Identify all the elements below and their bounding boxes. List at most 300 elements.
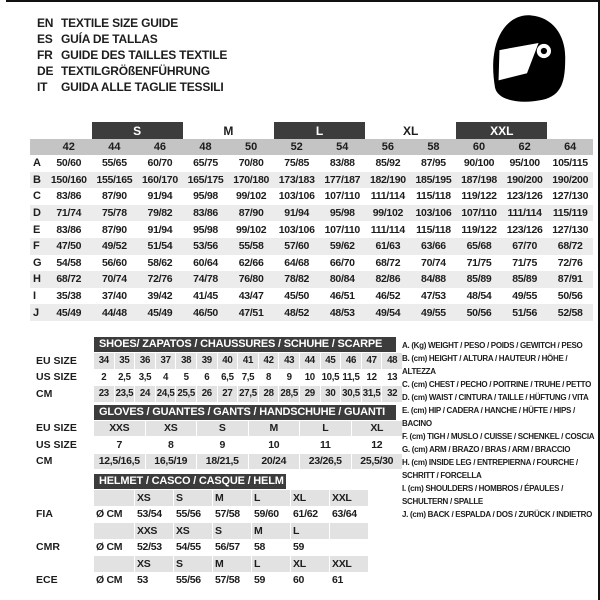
helmet-size-cell: L <box>252 556 290 572</box>
column-header: 56 <box>381 141 394 153</box>
legend-item: F. (cm) TIGH / MUSLO / CUISSE / SCHENKEL / COSCIA <box>402 432 595 441</box>
measure-value: 187/198 <box>461 173 497 186</box>
gloves-table <box>36 421 402 470</box>
language-code: EN <box>37 16 54 30</box>
measure-value: 70/74 <box>421 256 446 269</box>
gloves-value: 16,5/19 <box>146 454 197 470</box>
row-letter: D <box>33 207 41 220</box>
helmet-size-cell: XL <box>291 556 329 572</box>
gloves-value: L <box>300 421 351 437</box>
row-letter: G <box>33 256 42 269</box>
measure-value: 91/94 <box>147 223 173 236</box>
shoes-table-title: SHOES/ ZAPATOS / CHAUSSURES / SCHUHE / SCARPE <box>94 337 396 352</box>
shoes-value: 48 <box>382 353 402 369</box>
helmet-size-header-row-fia <box>36 490 402 506</box>
measure-value: 99/102 <box>235 223 267 236</box>
legend-item: D. (cm) WAIST / CINTURA / TAILLE / HÜFTUNG / VITA <box>402 393 589 402</box>
legend-item: G. (cm) ARM / BRAZO / BRAS / ARM / BRACCIO <box>402 445 571 454</box>
gloves-value: 18/21,5 <box>197 454 248 470</box>
measure-value: 49/55 <box>512 290 537 303</box>
column-header: 44 <box>108 141 121 153</box>
helmet-size-cell: XL <box>291 490 329 506</box>
measure-value: 51/56 <box>512 306 537 319</box>
gloves-value: 10 <box>268 438 280 451</box>
column-header: 46 <box>153 141 167 153</box>
helmet-value: 53 <box>137 574 149 587</box>
shoes-value: 30 <box>321 386 341 402</box>
helmet-size-cell: XS <box>135 490 173 506</box>
measure-value: 48/54 <box>466 290 492 303</box>
shoes-value: 43 <box>279 353 299 369</box>
measure-value: 91/94 <box>147 190 173 203</box>
measure-value: 49/55 <box>421 306 446 319</box>
measure-value: 62/66 <box>238 256 264 269</box>
measure-value: 74/78 <box>193 273 218 286</box>
helmet-size-cell: XXL <box>330 490 368 506</box>
measure-value: 71/74 <box>56 207 82 220</box>
measure-value: 65/75 <box>193 157 218 170</box>
legend-item: I. (cm) SHOULDERS / HOMBROS / ÉPAULES / SCHULTERN / SPALLE <box>402 484 564 506</box>
gloves-value: 11 <box>320 438 331 451</box>
measure-value: 83/88 <box>329 157 355 170</box>
language-row <box>37 15 227 31</box>
legend-item: J. (cm) BACK / ESPALDA / DOS / ZURÜCK / INDIETRO <box>402 510 593 519</box>
size-group-header-row <box>30 122 593 139</box>
gloves-value: XL <box>352 421 403 437</box>
helmet-size-cell <box>94 523 134 539</box>
row-label: US SIZE <box>36 438 77 451</box>
measure-value: 75/85 <box>284 157 310 170</box>
legend-item: H. (cm) INSIDE LEG / ENTREPIERNA / FOURCHE / SCHRITT / FORCELLA <box>402 458 578 480</box>
helmet-size-cell: XXL <box>330 556 368 572</box>
shoes-value: 40 <box>218 353 238 369</box>
helmet-value: 59 <box>254 574 266 587</box>
shoes-value: 41 <box>238 353 258 369</box>
measure-value: 84/88 <box>421 273 446 286</box>
accessory-tables <box>36 337 402 588</box>
measure-value: 85/92 <box>375 157 401 170</box>
shoes-value: 44 <box>300 353 320 369</box>
measurement-rows <box>30 155 593 321</box>
shoes-value: 32 <box>382 386 402 402</box>
measure-row-b <box>30 172 593 189</box>
measure-value: 49/54 <box>375 306 401 319</box>
measure-row-e <box>30 221 593 238</box>
shoes-value: 11,5 <box>342 371 360 383</box>
helmet-size-cell: L <box>252 490 290 506</box>
helmet-value: 61/62 <box>293 508 318 521</box>
helmet-value: 57/58 <box>215 508 240 521</box>
gloves-value: 20/24 <box>249 454 300 470</box>
row-label: CM <box>36 455 53 468</box>
language-row <box>37 31 227 47</box>
gloves-table-title: GLOVES / GUANTES / GANTS / HANDSCHUHE / GUANTI <box>94 405 396 420</box>
shoes-value: 12 <box>366 371 377 383</box>
measure-value: 56/60 <box>101 256 127 269</box>
measure-value: 59/62 <box>329 240 355 253</box>
measure-value: 53/56 <box>193 240 218 253</box>
row-label: CM <box>36 387 53 400</box>
measure-value: 170/180 <box>233 173 270 186</box>
helmet-value: 59 <box>293 541 305 554</box>
measure-value: 47/50 <box>56 240 82 253</box>
column-header: 50 <box>244 141 258 153</box>
measure-value: 83/86 <box>56 223 82 236</box>
legend-item: B. (cm) HEIGHT / ALTURA / HAUTEUR / HÖHE / ALTEZZA <box>402 354 568 376</box>
measure-value: 66/70 <box>329 256 355 269</box>
measure-value: 37/40 <box>101 290 127 303</box>
measure-value: 47/53 <box>421 290 446 303</box>
measure-value: 115/118 <box>416 223 451 236</box>
language-code: DE <box>37 64 54 78</box>
helmet-size-cell: S <box>213 523 251 539</box>
title-language-list <box>37 15 227 95</box>
measure-value: 55/65 <box>101 157 127 170</box>
shoes-value: 10,5 <box>321 371 340 383</box>
guide-title: GUIDE DES TAILLES TEXTILE <box>61 48 228 62</box>
gloves-value: 9 <box>219 438 226 451</box>
helmet-size-cell: S <box>174 556 212 572</box>
helmet-value-row-cmr <box>36 540 402 556</box>
measure-value: 51/54 <box>147 240 173 253</box>
helmet-value: 61 <box>332 574 344 587</box>
measure-value: 75/78 <box>101 207 127 220</box>
textile-size-table <box>30 122 593 321</box>
measure-value: 87/95 <box>421 157 446 170</box>
measure-value: 95/98 <box>329 207 355 220</box>
shoes-value: 45 <box>321 353 341 369</box>
gloves-row-us-size <box>36 437 402 453</box>
row-label: EU SIZE <box>36 354 77 367</box>
frame-border-top <box>6 0 600 2</box>
gloves-value: XXS <box>94 421 145 437</box>
row-label: FIA <box>36 508 53 521</box>
row-label: ECE <box>36 574 58 587</box>
helmet-size-header-row-cmr <box>36 523 402 539</box>
language-row <box>37 47 227 63</box>
measure-value: 123/126 <box>506 223 543 236</box>
measure-value: 50/56 <box>466 306 492 319</box>
measure-value: 64/68 <box>284 256 310 269</box>
helmet-size-cell <box>330 523 368 539</box>
measure-value: 87/90 <box>101 190 127 203</box>
diameter-label: Ø CM <box>96 508 123 521</box>
measure-row-c <box>30 188 593 205</box>
shoes-value: 37 <box>156 353 176 369</box>
language-row <box>37 79 227 95</box>
measure-value: 48/53 <box>329 306 355 319</box>
legend-item: A. (Kg) WEIGHT / PESO / POIDS / GEWITCH / PESO <box>402 341 583 350</box>
measure-value: 55/58 <box>238 240 264 253</box>
helmet-value: 57/58 <box>215 574 240 587</box>
guide-title: GUIDA ALLE TAGLIE TESSILI <box>61 80 224 94</box>
measure-value: 78/82 <box>284 273 310 286</box>
helmet-size-header-row-ece <box>36 556 402 572</box>
shoes-value: 5 <box>183 371 189 383</box>
measure-value: 83/86 <box>56 190 82 203</box>
measure-row-g <box>30 255 593 272</box>
size-group-m: M <box>223 123 234 138</box>
column-header: 52 <box>290 141 303 153</box>
measure-value: 105/115 <box>552 157 588 170</box>
measure-value: 50/56 <box>557 290 583 303</box>
shoes-value: 25,5 <box>176 386 196 402</box>
shoes-value: 34 <box>94 353 114 369</box>
size-group-s: S <box>92 122 183 139</box>
shoes-value: 28,5 <box>279 386 299 402</box>
helmet-value: 58 <box>254 541 266 554</box>
shoes-value: 46 <box>341 353 361 369</box>
helmet-size-cell: L <box>291 523 329 539</box>
measure-value: 68/72 <box>56 273 82 286</box>
measure-row-f <box>30 238 593 255</box>
shoes-value: 26 <box>197 386 217 402</box>
gloves-value: 7 <box>116 438 123 451</box>
measure-value: 60/64 <box>193 256 218 269</box>
measure-value: 44/48 <box>101 306 127 319</box>
measure-value: 72/76 <box>147 273 173 286</box>
shoes-value: 6 <box>204 371 210 383</box>
measure-value: 48/52 <box>284 306 310 319</box>
shoes-value: 42 <box>259 353 279 369</box>
shoes-value: 10 <box>304 371 315 383</box>
helmet-value: 53/54 <box>137 508 162 521</box>
helmet-size-cell: M <box>213 556 251 572</box>
helmet-value: 52/53 <box>137 541 162 554</box>
diameter-label: Ø CM <box>96 541 123 554</box>
shoes-value: 13 <box>387 371 398 383</box>
measure-value: 103/106 <box>278 223 315 236</box>
gloves-row-eu-size <box>36 421 402 437</box>
measure-value: 111/114 <box>370 190 405 203</box>
measure-value: 85/89 <box>466 273 492 286</box>
shoes-value: 24,5 <box>156 386 176 402</box>
diameter-label: Ø CM <box>96 574 123 587</box>
shoes-value: 4 <box>163 371 169 383</box>
helmet-table <box>36 490 402 588</box>
measure-value: 127/130 <box>552 223 589 236</box>
size-group-xl: XL <box>402 123 419 138</box>
gloves-value: 12 <box>371 438 383 451</box>
measure-value: 79/82 <box>147 207 173 220</box>
shoes-value: 36 <box>135 353 155 369</box>
shoes-value: 24 <box>135 386 155 402</box>
row-letter: E <box>33 223 41 236</box>
shoes-value: 2 <box>101 371 107 383</box>
measure-value: 99/102 <box>235 190 267 203</box>
measure-value: 72/76 <box>557 256 583 269</box>
gloves-value: S <box>197 421 248 437</box>
shoes-value: 27,5 <box>238 386 258 402</box>
measure-value: 119/122 <box>461 223 497 236</box>
guide-title: TEXTILGRÖßENFÜHRUNG <box>61 64 210 78</box>
gloves-value: 23/26,5 <box>300 454 351 470</box>
measure-value: 177/187 <box>324 173 361 186</box>
helmet-value <box>330 540 368 556</box>
shoes-value: 28 <box>259 386 279 402</box>
measure-value: 99/102 <box>372 207 404 220</box>
measure-row-a <box>30 155 593 172</box>
measure-value: 35/38 <box>56 290 82 303</box>
measure-value: 82/86 <box>375 273 401 286</box>
measure-row-h <box>30 271 593 288</box>
shoes-value: 23,5 <box>115 386 135 402</box>
shoes-value: 39 <box>197 353 217 369</box>
gloves-value: XS <box>146 421 197 437</box>
shoes-value: 30,5 <box>341 386 361 402</box>
measure-value: 111/114 <box>370 223 405 236</box>
column-header: 60 <box>472 141 486 153</box>
helmet-size-cell: M <box>213 490 251 506</box>
measure-value: 107/110 <box>461 207 497 220</box>
helmet-value: 55/56 <box>176 574 201 587</box>
row-letter: A <box>33 157 41 170</box>
measure-value: 83/86 <box>193 207 218 220</box>
shoes-value: 27 <box>218 386 238 402</box>
column-header: 64 <box>564 141 577 153</box>
helmet-size-cell <box>94 556 134 572</box>
measure-value: 182/190 <box>369 173 406 186</box>
measure-value: 47/51 <box>238 306 264 319</box>
measure-value: 65/68 <box>466 240 492 253</box>
measure-value: 85/89 <box>512 273 537 286</box>
measure-value: 115/118 <box>416 190 451 203</box>
helmet-value: 63/64 <box>332 508 357 521</box>
row-letter: H <box>33 273 41 286</box>
measure-value: 160/170 <box>142 173 178 186</box>
measure-value: 190/200 <box>552 173 589 186</box>
shoes-value: 9 <box>286 371 292 383</box>
measure-value: 68/72 <box>375 256 401 269</box>
legend-item: C. (cm) CHEST / PECHO / POITRINE / TRUHE / PETTO <box>402 380 592 389</box>
measurement-legend <box>402 339 599 521</box>
column-header: 58 <box>427 141 440 153</box>
row-letter: I <box>33 290 37 303</box>
gloves-row-cm <box>36 454 402 470</box>
measure-value: 103/106 <box>278 190 315 203</box>
helmet-value-row-ece <box>36 573 402 589</box>
measure-value: 46/51 <box>329 290 355 303</box>
measure-value: 41/45 <box>193 290 218 303</box>
column-header: 54 <box>336 141 349 153</box>
helmet-size-cell <box>94 490 134 506</box>
legend-item: E. (cm) HIP / CADERA / HANCHE / HÜFTE / HIPS / BACINO <box>402 406 575 428</box>
measure-value: 39/42 <box>147 290 173 303</box>
measure-value: 95/100 <box>509 157 540 170</box>
measure-value: 190/200 <box>506 173 543 186</box>
measure-value: 49/52 <box>101 240 127 253</box>
row-label: EU SIZE <box>36 422 77 435</box>
measure-value: 71/75 <box>512 256 537 269</box>
measure-value: 68/72 <box>557 240 583 253</box>
measure-value: 115/119 <box>552 207 588 220</box>
measure-value: 119/122 <box>461 190 497 203</box>
measure-value: 127/130 <box>552 190 589 203</box>
measure-row-j <box>30 304 593 321</box>
measure-value: 165/175 <box>187 173 224 186</box>
column-header: 42 <box>62 141 75 153</box>
measure-value: 54/58 <box>56 256 82 269</box>
measure-value: 45/49 <box>56 306 82 319</box>
row-label: CMR <box>36 541 60 554</box>
measure-value: 80/84 <box>329 273 355 286</box>
measure-value: 43/47 <box>238 290 264 303</box>
measure-value: 107/110 <box>324 190 360 203</box>
helmet-value: 59/60 <box>254 508 279 521</box>
row-label: US SIZE <box>36 371 77 384</box>
language-code: IT <box>37 80 48 94</box>
language-code: ES <box>37 32 53 46</box>
measure-value: 95/98 <box>193 223 218 236</box>
measure-value: 123/126 <box>506 190 543 203</box>
measure-value: 57/60 <box>284 240 310 253</box>
shoes-value: 31,5 <box>362 386 382 402</box>
size-group-l: L <box>274 122 365 139</box>
gloves-value: 12,5/16,5 <box>94 454 145 470</box>
shoes-row-cm <box>36 386 402 402</box>
gloves-value: 8 <box>167 438 174 451</box>
measure-value: 103/106 <box>415 207 452 220</box>
measure-value: 95/98 <box>193 190 218 203</box>
measure-value: 87/91 <box>557 273 583 286</box>
measure-value: 111/114 <box>507 207 542 220</box>
helmet-value: 54/55 <box>176 541 201 554</box>
column-header: 62 <box>518 141 531 153</box>
shoes-value: 8 <box>266 371 272 383</box>
row-letter: J <box>33 306 40 319</box>
measure-value: 46/52 <box>375 290 401 303</box>
shoes-value: 35 <box>115 353 135 369</box>
measure-value: 90/100 <box>463 157 495 170</box>
shoes-value: 3,5 <box>138 371 152 383</box>
shoes-value: 6,5 <box>221 371 234 383</box>
row-letter: F <box>33 240 40 253</box>
measure-value: 173/183 <box>278 173 315 186</box>
measure-value: 87/90 <box>101 223 127 236</box>
helmet-size-cell: XS <box>135 556 173 572</box>
measure-value: 155/165 <box>96 173 133 186</box>
helmet-icon <box>487 14 567 104</box>
shoes-value: 47 <box>362 353 382 369</box>
helmet-value: 60 <box>293 574 305 587</box>
helmet-value: 56/57 <box>215 541 240 554</box>
measure-value: 91/94 <box>284 207 310 220</box>
measure-value: 50/60 <box>56 157 82 170</box>
measure-value: 87/90 <box>238 207 264 220</box>
measure-value: 67/70 <box>512 240 537 253</box>
guide-title: TEXTILE SIZE GUIDE <box>61 16 179 30</box>
numeric-size-header-row <box>30 139 593 155</box>
helmet-size-cell: M <box>252 523 290 539</box>
gloves-value: 25,5/30 <box>352 454 403 470</box>
row-letter: B <box>33 173 41 186</box>
helmet-size-cell: XXS <box>135 523 173 539</box>
measure-value: 61/63 <box>375 240 401 253</box>
measure-value: 71/75 <box>466 256 492 269</box>
measure-value: 52/58 <box>557 306 583 319</box>
measure-value: 150/160 <box>50 173 87 186</box>
measure-value: 107/110 <box>324 223 360 236</box>
measure-value: 70/74 <box>101 273 127 286</box>
helmet-value: 55/56 <box>176 508 201 521</box>
measure-value: 185/195 <box>415 173 452 186</box>
gloves-value: M <box>249 421 300 437</box>
shoes-value: 23 <box>94 386 114 402</box>
measure-row-i <box>30 288 593 305</box>
measure-value: 60/70 <box>147 157 173 170</box>
shoes-row-us-size <box>36 370 402 386</box>
shoes-row-eu-size <box>36 353 402 369</box>
